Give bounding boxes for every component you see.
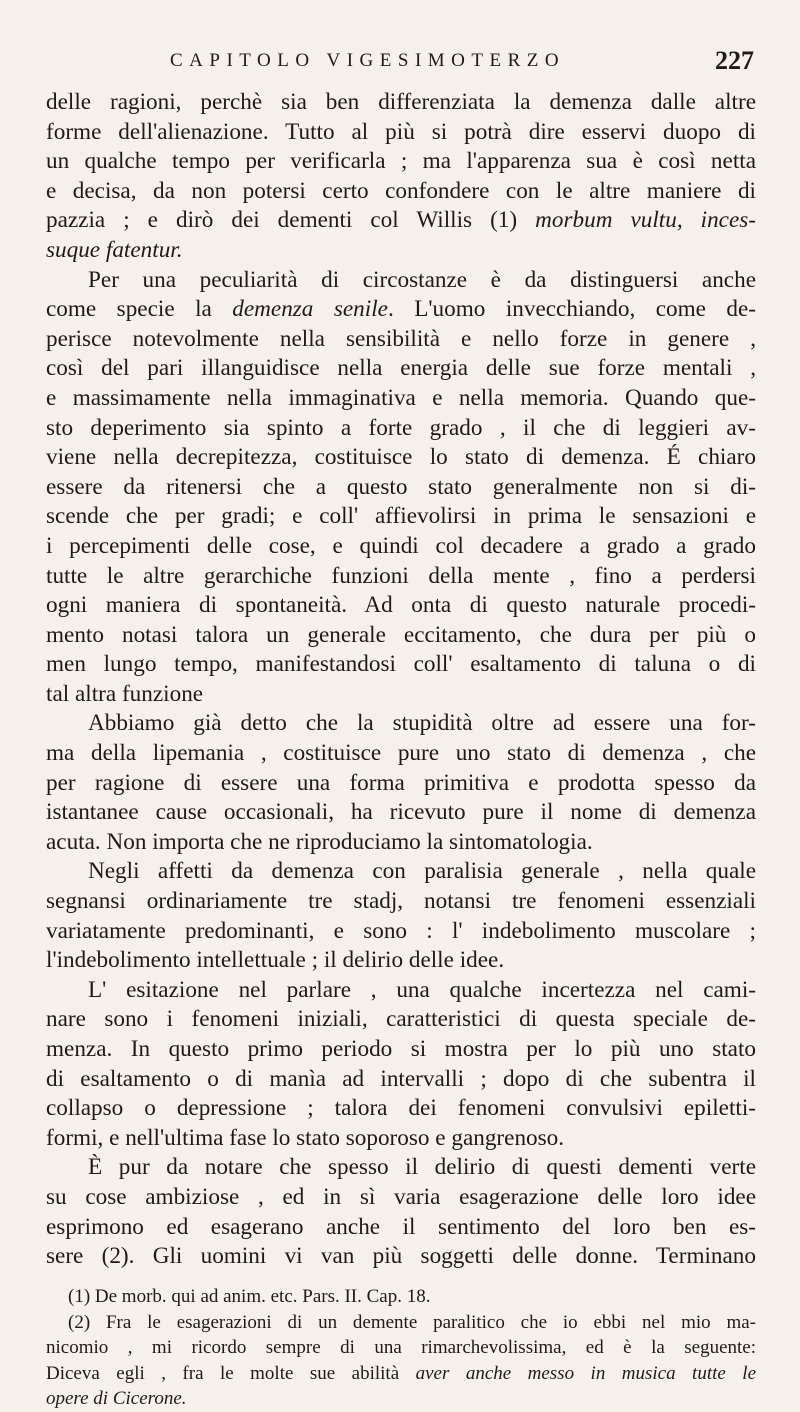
text-line: variatamente predominanti, e sono : l' indebolimento muscolare ; — [46, 917, 756, 944]
text-line: un qualche tempo per verificarla ; ma l'apparenza sua è così netta — [46, 148, 756, 175]
text-line: delle ragioni, perchè sia ben differenziata la demenza dalle altre — [46, 89, 756, 115]
text-line: Abbiamo già detto che la stupidità oltre ad essere una for- — [88, 710, 756, 737]
page-number: 227 — [715, 46, 754, 75]
text-line: per ragione di essere una forma primitiva e prodotta spesso da — [46, 769, 756, 796]
text-line: mento notasi talora un generale eccitamento, che dura per più o — [46, 621, 756, 648]
text-segment: pazzia ; e dirò dei dementi col Willis (1) — [46, 207, 536, 234]
footnote-2-line — [46, 1361, 756, 1387]
text-line: scende che per gradi; e coll' affievolirsi in prima le sensazioni e — [46, 503, 756, 530]
text-line: viene nella decrepitezza, costituisce lo stato di demenza. É chiaro — [46, 444, 756, 471]
text-segment: Diceva egli , fra le molte sue abilità — [46, 1362, 416, 1384]
text-segment: come specie la — [46, 296, 233, 323]
text-line: tutte le altre gerarchiche funzioni della mente , fino a perdersi — [46, 562, 756, 589]
text-line: così del pari illanguidisce nella energia delle sue forze mentali , — [46, 355, 756, 382]
footnote-2-line: (2) Fra le esagerazioni di un demente paralitico che io ebbi nel mio ma- — [68, 1311, 756, 1333]
latin-quote: morbum vultu, inces- — [535, 207, 756, 234]
text-line: esprimono ed esagerano anche il sentimento del loro ben es- — [46, 1213, 756, 1240]
text-line: acuta. Non importa che ne riproduciamo la sintomatologia. — [46, 828, 593, 855]
text-line: menza. In questo primo periodo si mostra per lo più uno stato — [46, 1036, 756, 1062]
latin-quote-end: suque fatentur. — [46, 236, 183, 263]
text-line: Per una peculiarità di circostanze è da distinguersi anche — [88, 266, 756, 293]
text-line: formi, e nell'ultima fase lo stato soporoso e gangrenoso. — [46, 1124, 565, 1151]
term-demenza-senile: demenza senile — [232, 296, 388, 323]
text-line: sere (2). Gli uomini vi van più soggetti delle donne. Terminano — [46, 1243, 756, 1270]
text-line: tal altra funzione — [46, 680, 204, 707]
footnote-1: (1) De morb. qui ad anim. etc. Pars. II. Cap. 18. — [68, 1286, 431, 1307]
text-line: segnansi ordinariamente tre stadj, notansi tre fenomeni essenziali — [46, 888, 756, 915]
running-title: CAPITOLO VIGESIMOTERZO — [170, 50, 566, 71]
text-line: perisce notevolmente nella sensibilità e nello forze in genere , — [46, 325, 756, 352]
text-line: e massimamente nella immaginativa e nella memoria. Quando que- — [46, 384, 756, 411]
text-line: ogni maniera di spontaneità. Ad onta di questo naturale procedi- — [46, 592, 756, 619]
text-line: forme dell'alienazione. Tutto al più si potrà dire esservi duopo di — [46, 118, 756, 145]
text-line: Negli affetti da demenza con paralisia generale , nella quale — [88, 858, 756, 885]
footnote-2-line: nicomio , mi ricordo sempre di una rimarchevolissima, ed è la seguente: — [46, 1337, 756, 1358]
text-line: l'indebolimento intellettuale ; il delirio delle idee. — [46, 947, 505, 974]
text-line: L' esitazione nel parlare , una qualche incertezza nel cami- — [88, 976, 756, 1003]
body-text — [46, 88, 756, 1272]
footnote-2-line — [46, 1386, 756, 1412]
page-header — [0, 46, 800, 80]
text-line: di esaltamento o di manìa ad intervalli ; dopo di che subentra il — [46, 1065, 756, 1092]
text-line: sto deperimento sia spinto a forte grado , il che di leggieri av- — [46, 414, 756, 441]
text-line: i percepimenti delle cose, e quindi col decadere a grado a grado — [46, 532, 756, 559]
text-line — [46, 295, 756, 325]
text-line: nare sono i fenomeni iniziali, caratteristici di questa speciale de- — [46, 1006, 756, 1033]
text-line — [46, 236, 756, 266]
text-line: men lungo tempo, manifestandosi coll' esaltamento di taluna o di — [46, 651, 756, 678]
footnote-italic: aver anche messo in musica tutte le — [415, 1362, 756, 1384]
text-line: È pur da notare che spesso il delirio di questi dementi verte — [88, 1154, 756, 1181]
text-line — [46, 206, 756, 236]
text-line: collapso o depressione ; talora dei fenomeni convulsivi epiletti- — [46, 1095, 756, 1122]
text-line: essere da ritenersi che a questo stato generalmente non si di- — [46, 473, 756, 500]
text-line: ma della lipemania , costituisce pure uno stato di demenza , che — [46, 740, 756, 767]
footnotes — [46, 1284, 756, 1412]
text-line: e decisa, da non potersi certo confondere con le altre maniere di — [46, 177, 756, 204]
text-line: su cose ambiziose , ed in sì varia esagerazione delle loro idee — [46, 1183, 756, 1210]
footnote-italic-end: opere di Cicerone. — [46, 1388, 187, 1409]
text-line: istantanee cause occasionali, ha ricevuto pure il nome di demenza — [46, 799, 756, 826]
text-segment: . L'uomo invecchiando, come de- — [387, 296, 756, 323]
